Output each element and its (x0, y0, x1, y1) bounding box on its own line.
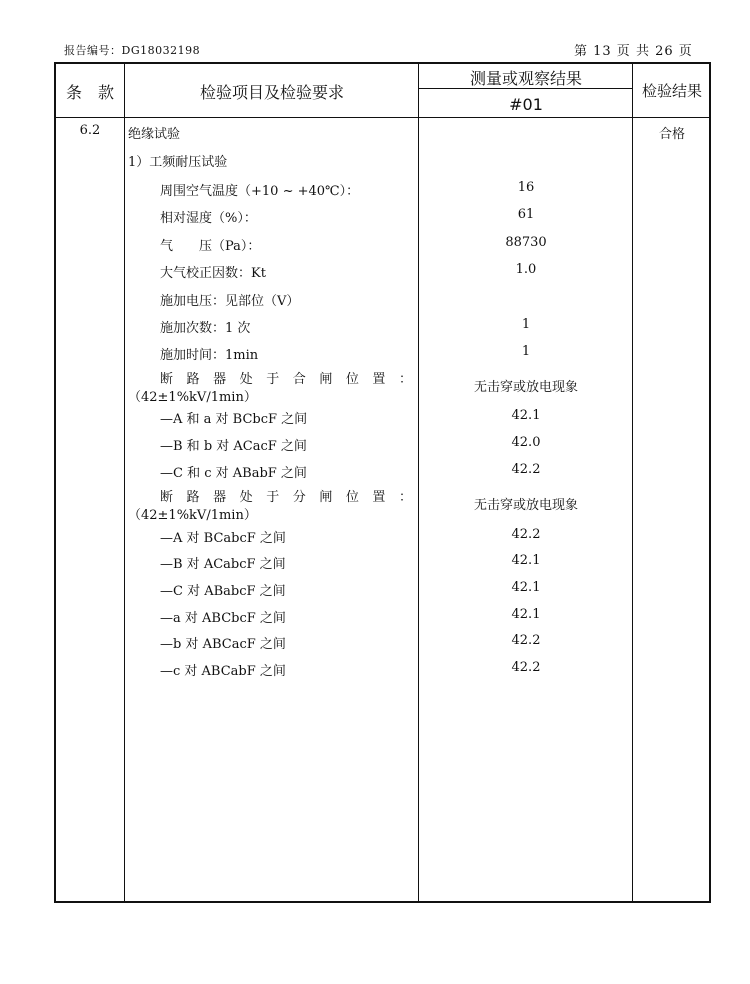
col-divider-measure (632, 62, 633, 903)
col-divider-item (418, 62, 419, 903)
subsection-title: 1）工频耐压试验 (128, 155, 228, 170)
closed-test-value: 42.2 (511, 462, 541, 477)
condition-label: 相对湿度（%）： (160, 211, 257, 226)
open-test-label: —B 对 ACabcF 之间 (160, 557, 286, 572)
closed-test-value: 42.0 (511, 435, 541, 450)
condition-label: 气 压（Pa）： (160, 239, 261, 254)
header-bottom-line (54, 117, 711, 118)
open-test-value: 42.2 (511, 633, 541, 648)
open-test-label: —c 对 ABCabF 之间 (160, 664, 286, 679)
open-test-value: 42.2 (511, 660, 541, 675)
report-number: 报告编号：DG18032198 (64, 44, 201, 57)
closed-test-label: —B 和 b 对 ACacF 之间 (160, 439, 307, 454)
clause-number: 6.2 (79, 123, 101, 138)
closed-position-observation: 无击穿或放电现象 (473, 380, 578, 395)
col-divider-clause (124, 62, 125, 903)
overall-result: 合格 (658, 127, 685, 142)
open-test-label: —a 对 ABCbcF 之间 (160, 611, 286, 626)
condition-label: 施加时间：1min (160, 348, 259, 363)
condition-value: 1 (521, 317, 531, 332)
condition-label: 施加次数：1 次 (160, 321, 251, 336)
open-test-label: —C 对 ABabcF 之间 (160, 584, 286, 599)
condition-label: 大气校正因数：Kt (160, 266, 266, 281)
column-header-result: 检验结果 (641, 82, 702, 100)
column-header-item: 检验项目及检验要求 (199, 83, 344, 102)
condition-value: 1.0 (515, 262, 537, 277)
condition-label: 周围空气温度（+10 ~ +40℃）： (160, 184, 360, 199)
open-test-value: 42.1 (511, 580, 541, 595)
open-position-heading (160, 486, 412, 505)
closed-position-text: 断路器处于合闸位置： (160, 372, 412, 387)
condition-label: 施加电压：见部位（V） (160, 294, 300, 309)
closed-position-heading (160, 368, 412, 387)
open-test-value: 42.2 (511, 527, 541, 542)
open-position-spec: （42±1%kV/1min） (128, 508, 257, 523)
open-test-value: 42.1 (511, 607, 541, 622)
open-position-observation: 无击穿或放电现象 (473, 498, 578, 513)
column-header-sample: #01 (509, 95, 543, 114)
open-position-text: 断路器处于分闸位置： (160, 490, 412, 505)
open-test-label: —A 对 BCabcF 之间 (160, 531, 286, 546)
column-header-clause: 条 款 (65, 83, 114, 102)
closed-position-spec: （42±1%kV/1min） (128, 390, 257, 405)
condition-value: 1 (521, 344, 531, 359)
condition-value: 61 (517, 207, 535, 222)
open-test-value: 42.1 (511, 553, 541, 568)
section-title: 绝缘试验 (128, 127, 181, 142)
closed-test-value: 42.1 (511, 408, 541, 423)
condition-value: 16 (517, 180, 535, 195)
condition-value: 88730 (505, 235, 547, 250)
closed-test-label: —C 和 c 对 ABabF 之间 (160, 466, 307, 481)
page-info: 第 13 页 共 26 页 (574, 44, 693, 59)
closed-test-label: —A 和 a 对 BCbcF 之间 (160, 412, 308, 427)
column-header-measure: 测量或观察结果 (469, 69, 582, 88)
open-test-label: —b 对 ABCacF 之间 (160, 637, 286, 652)
